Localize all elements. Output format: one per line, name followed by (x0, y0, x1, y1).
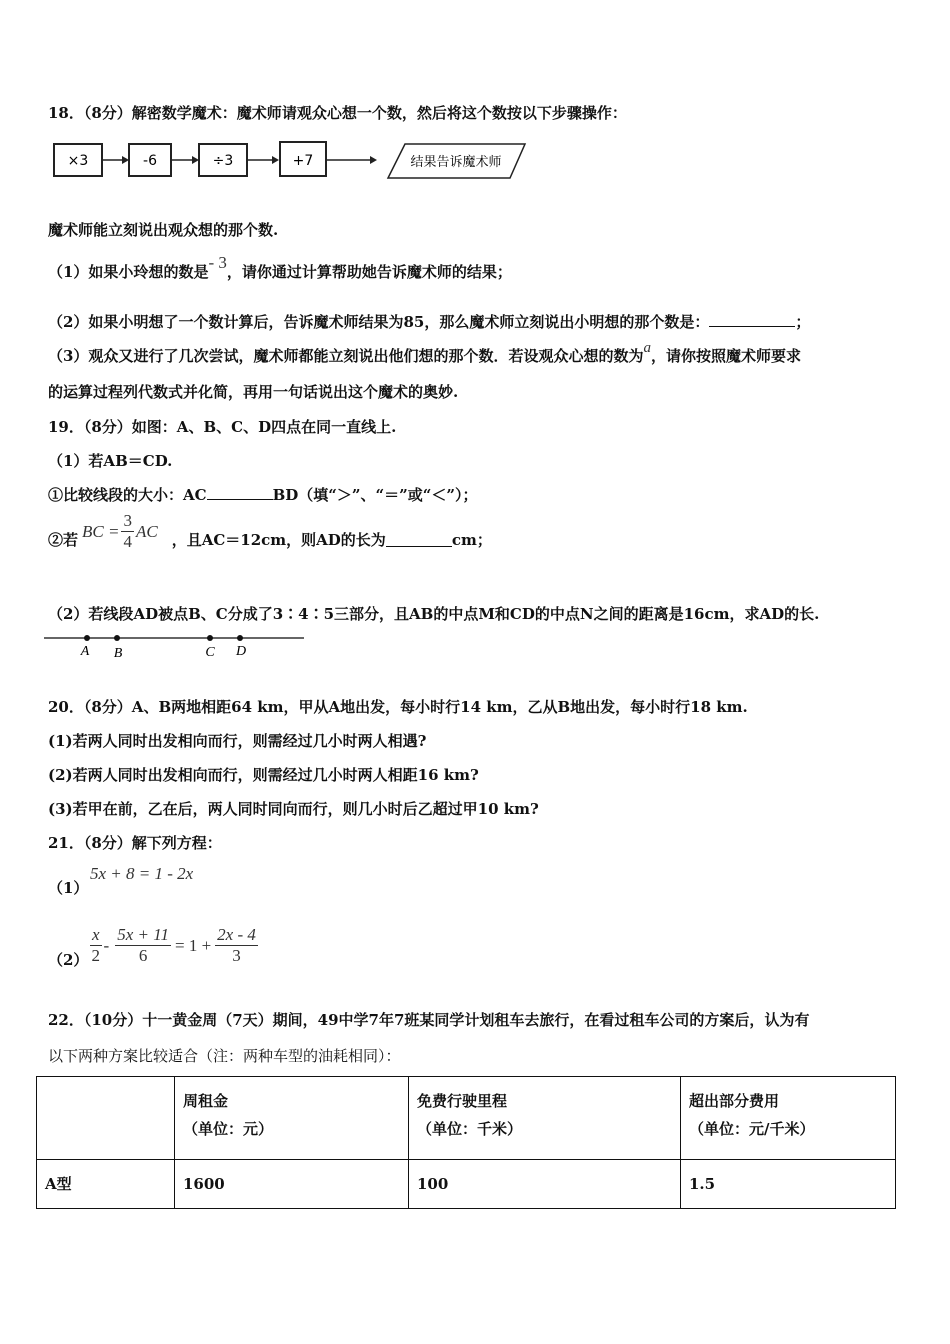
q19-condition: ②若 BC = $\frac{3}{4}$ AC ，且AC＝12cm，则AD的长为 cm； (48, 511, 492, 551)
flow-step-1 (54, 144, 102, 176)
q22-line2: 以下两种方案比较适合（注：两种车型的油耗相同）： (48, 1047, 401, 1065)
q21-eq1-label: （1） (48, 879, 89, 897)
q20-part1: (1)若两人同时出发相向而行，则需经过几小时两人相遇? (48, 732, 427, 750)
q21-equation-2: $\frac{x}{2}$ - $\frac{5x + 11}{6}$ = 1 + $\frac{2x - 4}{3}$ (91, 925, 256, 965)
table-header-cell: 超出部分费用 （单位：元/千米） (681, 1077, 896, 1160)
rental-plan-table (36, 1076, 896, 1209)
q21-title: 21．（8分）解下列方程： (48, 834, 222, 852)
answer-blank[interactable] (386, 532, 452, 547)
q19-title: 19．（8分）如图：A、B、C、D四点在同一直线上. (48, 418, 397, 436)
q18-part3: （3）观众又进行了几次尝试，魔术师都能立刻说出他们想的那个数．若设观众心想的数为a，请你按照魔术师要求 (48, 340, 801, 365)
fraction: $\frac{3}{4}$ (123, 511, 132, 551)
flow-step-2 (129, 144, 171, 176)
fraction: $\frac{2x - 4}{3}$ (217, 925, 256, 965)
svg-text:B: B (113, 646, 123, 660)
q19-part2: （2）若线段AD被点B、C分成了3∶4∶5三部分，且AB的中点M和CD的中点N之间的距离是16cm，求AD的长. (48, 605, 820, 623)
svg-text:÷3: ÷3 (212, 153, 234, 169)
flow-step-3 (199, 144, 247, 176)
q21-eq2-label: （2） (48, 951, 89, 969)
table-header-cell: 周租金 （单位：元） (175, 1077, 409, 1160)
answer-blank[interactable] (207, 485, 273, 500)
svg-text:C: C (205, 645, 215, 660)
table-header-cell (37, 1077, 175, 1160)
fraction: $\frac{x}{2}$ (91, 925, 101, 965)
q18-line2: 魔术师能立刻说出观众想的那个数. (48, 221, 279, 239)
table-cell: 1.5 (681, 1160, 896, 1209)
table-row (37, 1160, 896, 1209)
q22-title: 22．（10分）十一黄金周（7天）期间，49中学7年7班某同学计划租车去旅行，在看过租车公司的方案后，认为有 (48, 1011, 810, 1029)
svg-text:+7: +7 (292, 153, 314, 169)
table-cell: A型 (37, 1160, 175, 1209)
svg-text:D: D (235, 644, 247, 659)
q18-title: 18．（8分）解密数学魔术：魔术师请观众心想一个数，然后将这个数按以下步骤操作： (48, 104, 627, 122)
svg-text:-6: -6 (143, 153, 157, 169)
q21-equation-1: 5x + 8 = 1 - 2x (90, 864, 194, 883)
q18-part3-line2: 的运算过程列代数式并化简，再用一句话说出这个魔术的奥妙. (48, 383, 459, 401)
table-header-cell: 免费行驶里程 （单位：千米） (409, 1077, 681, 1160)
q19-part1: （1）若AB＝CD. (48, 452, 173, 470)
answer-blank[interactable] (709, 312, 795, 327)
q18-part1: （1）如果小玲想的数是- 3，请你通过计算帮助她告诉魔术师的结果； (48, 253, 512, 281)
table-header-row (37, 1077, 896, 1160)
q18-flowchart (50, 140, 530, 182)
q20-part2: (2)若两人同时出发相向而行，则需经过几小时两人相距16 km? (48, 766, 479, 784)
table-cell: 100 (409, 1160, 681, 1209)
table-cell: 1600 (175, 1160, 409, 1209)
fraction: $\frac{5x + 11}{6}$ (117, 925, 169, 965)
flow-result-box (388, 144, 525, 178)
flow-step-4 (280, 142, 326, 176)
q19-compare: ①比较线段的大小：AC BD（填“＞”、“＝”或“＜”）； (48, 486, 478, 504)
q20-part3: (3)若甲在前，乙在后，两人同时同向而行，则几小时后乙超过甲10 km? (48, 800, 539, 818)
q18-part2: （2）如果小明想了一个数计算后，告诉魔术师结果为85，那么魔术师立刻说出小明想的那个数是： ； (48, 313, 811, 331)
svg-text:A: A (80, 644, 90, 659)
q20-title: 20．（8分）A、B两地相距64 km，甲从A地出发，每小时行14 km，乙从B地出发，每小时行18 km. (48, 698, 748, 716)
svg-text:×3: ×3 (67, 153, 89, 169)
q19-number-line (44, 628, 306, 660)
q18-p1-math: - 3 (208, 253, 227, 272)
svg-text:结果告诉魔术师: 结果告诉魔术师 (410, 155, 502, 170)
